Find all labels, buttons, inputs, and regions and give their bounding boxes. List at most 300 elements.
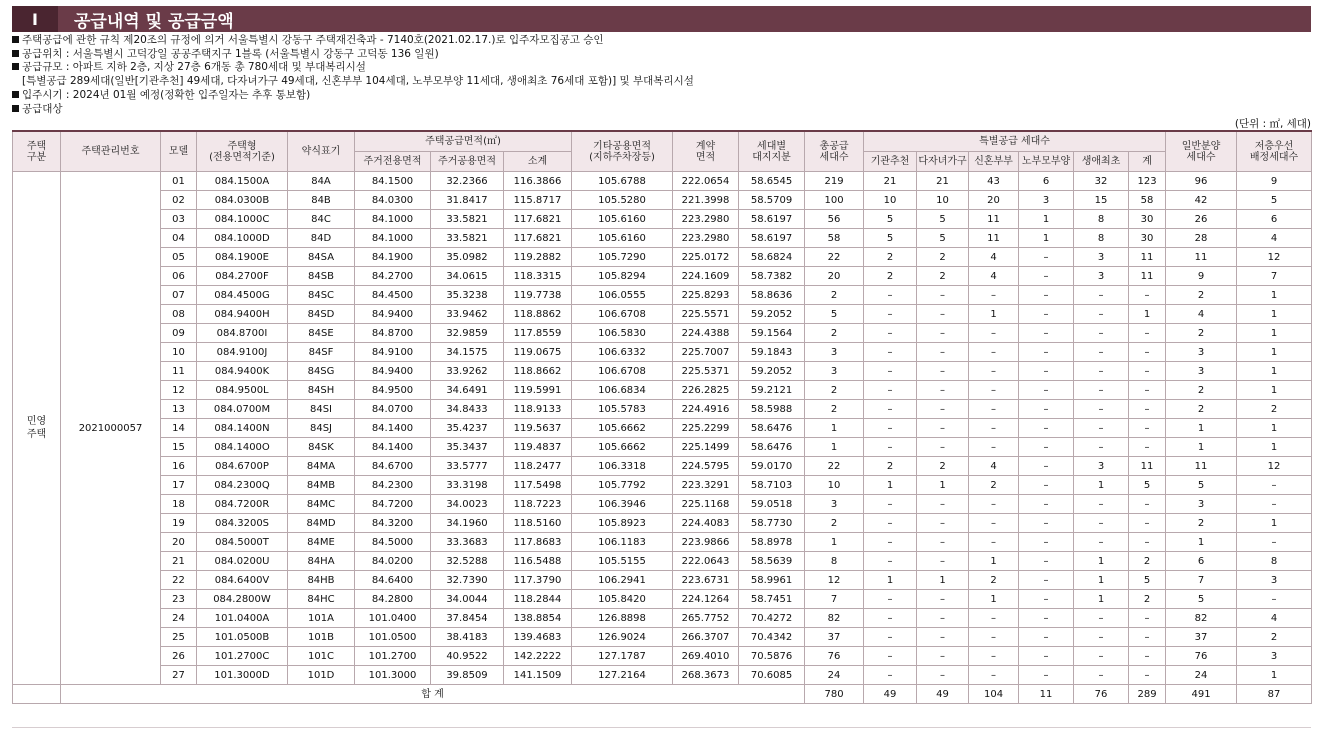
table-cell: – — [1074, 362, 1129, 381]
table-cell: 7 — [1166, 571, 1237, 590]
table-cell: 225.2299 — [673, 419, 739, 438]
table-cell: – — [864, 305, 917, 324]
table-cell: 105.6662 — [572, 438, 673, 457]
table-cell: 16 — [161, 457, 197, 476]
table-cell: 4 — [1237, 229, 1312, 248]
header-mgmt-no: 주택관리번호 — [61, 131, 161, 172]
table-cell: 32.2366 — [431, 172, 504, 191]
table-cell: 224.4083 — [673, 514, 739, 533]
table-cell: 119.2882 — [504, 248, 572, 267]
square-bullet-icon — [12, 105, 19, 112]
table-cell: 1 — [1237, 666, 1312, 685]
table-cell: 24 — [805, 666, 864, 685]
table-cell: 118.8662 — [504, 362, 572, 381]
table-cell: 59.0170 — [739, 457, 805, 476]
table-cell: 3 — [1166, 343, 1237, 362]
table-cell: 106.3318 — [572, 457, 673, 476]
table-cell: 84SG — [288, 362, 355, 381]
table-cell: 56 — [805, 210, 864, 229]
table-cell: 8 — [1074, 210, 1129, 229]
table-cell: 105.6160 — [572, 210, 673, 229]
table-cell: 58.8636 — [739, 286, 805, 305]
table-cell: 11 — [969, 210, 1019, 229]
square-bullet-icon — [12, 36, 19, 43]
table-row — [13, 343, 1312, 362]
table-cell: 15 — [1074, 191, 1129, 210]
table-cell: 084.1400N — [197, 419, 288, 438]
table-cell: 4 — [969, 267, 1019, 286]
table-cell: 84HC — [288, 590, 355, 609]
table-cell: – — [1019, 476, 1074, 495]
total-cell: 780 — [805, 685, 864, 704]
table-cell: 1 — [1237, 419, 1312, 438]
table-cell: 101A — [288, 609, 355, 628]
table-cell: 106.6834 — [572, 381, 673, 400]
table-cell: 82 — [1166, 609, 1237, 628]
table-cell: 2 — [969, 476, 1019, 495]
table-cell: 28 — [1166, 229, 1237, 248]
table-cell: 33.5777 — [431, 457, 504, 476]
table-cell: – — [1237, 476, 1312, 495]
table-cell: 09 — [161, 324, 197, 343]
table-cell: – — [864, 590, 917, 609]
table-cell: – — [1019, 400, 1074, 419]
table-row — [13, 476, 1312, 495]
table-cell: 1 — [864, 476, 917, 495]
table-cell: 11 — [1129, 248, 1166, 267]
table-cell: 101B — [288, 628, 355, 647]
table-row — [13, 172, 1312, 191]
table-cell: 084.9100J — [197, 343, 288, 362]
table-cell: 22 — [161, 571, 197, 590]
table-cell: – — [969, 533, 1019, 552]
table-cell: – — [969, 628, 1019, 647]
table-cell: 7 — [1237, 267, 1312, 286]
total-label: 합 계 — [61, 685, 805, 704]
table-cell: 1 — [1237, 381, 1312, 400]
header-model: 모델 — [161, 131, 197, 172]
table-cell: – — [1019, 343, 1074, 362]
table-cell: 142.2222 — [504, 647, 572, 666]
table-cell: 84.1900 — [355, 248, 431, 267]
table-cell: 9 — [1237, 172, 1312, 191]
table-cell: 59.1564 — [739, 324, 805, 343]
table-cell: 1 — [1237, 438, 1312, 457]
table-cell: 84.9400 — [355, 305, 431, 324]
table-cell: 225.5571 — [673, 305, 739, 324]
table-cell: 084.1000D — [197, 229, 288, 248]
table-row — [13, 552, 1312, 571]
table-cell: 32.7390 — [431, 571, 504, 590]
table-cell: 106.2941 — [572, 571, 673, 590]
table-cell: 12 — [1237, 457, 1312, 476]
table-cell: 58.7103 — [739, 476, 805, 495]
table-cell: 5 — [917, 210, 969, 229]
table-cell: 1 — [805, 438, 864, 457]
table-cell: 105.5783 — [572, 400, 673, 419]
table-cell: 34.6491 — [431, 381, 504, 400]
table-cell: 225.1499 — [673, 438, 739, 457]
table-cell: – — [1019, 305, 1074, 324]
table-cell: 101D — [288, 666, 355, 685]
supply-table — [12, 130, 1312, 704]
table-cell: 101.0500B — [197, 628, 288, 647]
table-cell: 106.3946 — [572, 495, 673, 514]
table-cell: 219 — [805, 172, 864, 191]
table-cell: 82 — [805, 609, 864, 628]
table-cell: 224.1609 — [673, 267, 739, 286]
table-cell: 224.4916 — [673, 400, 739, 419]
table-cell: – — [864, 419, 917, 438]
table-cell: 58.6476 — [739, 419, 805, 438]
note-location: 공급위치 : 서울특별시 고덕강일 공공주택지구 1블록 (서울특별시 강동구 고덕동 136 일원) — [12, 48, 1312, 62]
table-cell: 119.5637 — [504, 419, 572, 438]
table-cell: 58.5709 — [739, 191, 805, 210]
table-cell: 3 — [1166, 362, 1237, 381]
table-cell: 101.2700 — [355, 647, 431, 666]
table-cell: – — [969, 343, 1019, 362]
table-cell: 84SF — [288, 343, 355, 362]
table-cell: 101.3000 — [355, 666, 431, 685]
table-cell: 84ME — [288, 533, 355, 552]
table-cell: – — [969, 362, 1019, 381]
table-cell: 2 — [805, 381, 864, 400]
table-cell: 222.0643 — [673, 552, 739, 571]
table-cell: 12 — [805, 571, 864, 590]
table-cell: 119.0675 — [504, 343, 572, 362]
table-cell: 2 — [805, 514, 864, 533]
table-cell: 33.5821 — [431, 210, 504, 229]
table-cell: 39.8509 — [431, 666, 504, 685]
table-cell: 70.4272 — [739, 609, 805, 628]
header-sp-first: 생애최초 — [1074, 152, 1129, 172]
table-cell: 70.4342 — [739, 628, 805, 647]
table-cell: – — [1074, 324, 1129, 343]
table-cell: – — [1237, 533, 1312, 552]
table-cell: 84.0700 — [355, 400, 431, 419]
table-cell: 27 — [161, 666, 197, 685]
table-cell: 84.9100 — [355, 343, 431, 362]
table-cell: 84SJ — [288, 419, 355, 438]
table-cell: 5 — [1166, 590, 1237, 609]
table-row — [13, 305, 1312, 324]
table-cell: 105.6662 — [572, 419, 673, 438]
table-cell: 084.1900E — [197, 248, 288, 267]
header-other-common: 기타공용면적 (지하주차장등) — [572, 131, 673, 172]
total-blank-cell — [13, 685, 61, 704]
table-cell: 105.8420 — [572, 590, 673, 609]
table-cell: 084.0200U — [197, 552, 288, 571]
table-cell: – — [1129, 438, 1166, 457]
table-cell: 117.6821 — [504, 229, 572, 248]
table-cell: – — [917, 286, 969, 305]
table-cell: – — [1129, 666, 1166, 685]
table-cell: 1 — [1129, 305, 1166, 324]
table-cell: 34.0044 — [431, 590, 504, 609]
table-cell: 084.2700F — [197, 267, 288, 286]
table-cell: 1 — [805, 419, 864, 438]
table-cell: 5 — [1237, 191, 1312, 210]
table-cell: 2 — [1237, 400, 1312, 419]
table-cell: 84SH — [288, 381, 355, 400]
table-cell: 22 — [805, 457, 864, 476]
table-cell: – — [969, 666, 1019, 685]
table-row — [13, 495, 1312, 514]
table-cell: – — [1019, 647, 1074, 666]
table-cell: 221.3998 — [673, 191, 739, 210]
table-cell: 84MB — [288, 476, 355, 495]
table-cell: 084.1000C — [197, 210, 288, 229]
table-cell: 105.7290 — [572, 248, 673, 267]
table-cell: – — [1074, 514, 1129, 533]
table-cell: 126.8898 — [572, 609, 673, 628]
table-cell: 084.1500A — [197, 172, 288, 191]
table-cell: – — [1019, 666, 1074, 685]
note-approval: 주택공급에 관한 규칙 제20조의 규정에 의거 서울특별시 강동구 주택재건축과 - 7140호(2021.02.17.)로 입주자모집공고 승인 — [12, 34, 1312, 48]
total-row — [13, 685, 1312, 704]
table-cell: 1 — [1237, 343, 1312, 362]
table-cell: 84.7200 — [355, 495, 431, 514]
table-cell: – — [864, 514, 917, 533]
table-cell: 11 — [161, 362, 197, 381]
table-cell: 8 — [1074, 229, 1129, 248]
header-sp-parents: 노부모부양 — [1019, 152, 1074, 172]
header-low-floor: 저층우선 배정세대수 — [1237, 131, 1312, 172]
table-cell: 2 — [1166, 381, 1237, 400]
table-cell: 84MA — [288, 457, 355, 476]
table-cell: 223.9866 — [673, 533, 739, 552]
table-cell: – — [969, 495, 1019, 514]
table-cell: 15 — [161, 438, 197, 457]
table-cell: – — [969, 381, 1019, 400]
table-cell: – — [1019, 381, 1074, 400]
table-cell: 59.2052 — [739, 362, 805, 381]
table-cell: 84SI — [288, 400, 355, 419]
table-cell: 1 — [1019, 229, 1074, 248]
table-cell: 1 — [805, 533, 864, 552]
table-cell: 225.5371 — [673, 362, 739, 381]
table-cell: 10 — [805, 476, 864, 495]
table-cell: 2 — [1237, 628, 1312, 647]
table-cell: – — [917, 438, 969, 457]
table-cell: – — [864, 381, 917, 400]
table-cell: 1 — [1237, 324, 1312, 343]
table-cell: 11 — [1166, 457, 1237, 476]
table-cell: 35.3437 — [431, 438, 504, 457]
table-cell: – — [1129, 381, 1166, 400]
table-cell: 225.7007 — [673, 343, 739, 362]
table-cell: – — [917, 362, 969, 381]
table-row — [13, 457, 1312, 476]
total-cell: 11 — [1019, 685, 1074, 704]
table-cell: 2 — [1166, 324, 1237, 343]
note-special-supply: [특별공급 289세대(일반[기관추천] 49세대, 다자녀가구 49세대, 신혼부부 104세대, 노부모부양 11세대, 생애최초 76세대 포함)] 및 부대복리시설 — [22, 75, 694, 88]
table-cell: 58.6197 — [739, 229, 805, 248]
table-cell: 1 — [1166, 419, 1237, 438]
table-cell: 116.3866 — [504, 172, 572, 191]
table-cell: – — [969, 438, 1019, 457]
table-cell: 40.9522 — [431, 647, 504, 666]
table-cell: 268.3673 — [673, 666, 739, 685]
table-cell: 84.1000 — [355, 229, 431, 248]
table-cell: – — [1019, 267, 1074, 286]
table-cell: 2 — [1129, 590, 1166, 609]
table-cell: – — [969, 286, 1019, 305]
table-cell: – — [1237, 495, 1312, 514]
table-cell: 84.5000 — [355, 533, 431, 552]
total-cell: 49 — [917, 685, 969, 704]
table-cell: – — [1129, 533, 1166, 552]
table-cell: 38.4183 — [431, 628, 504, 647]
table-cell: – — [969, 514, 1019, 533]
table-cell: 34.0615 — [431, 267, 504, 286]
table-cell: 118.7223 — [504, 495, 572, 514]
table-cell: 84.2300 — [355, 476, 431, 495]
table-cell: – — [864, 324, 917, 343]
table-cell: 2 — [1166, 514, 1237, 533]
header-housing-type: 주택형 (전용면적기준) — [197, 131, 288, 172]
table-cell: 84.2700 — [355, 267, 431, 286]
table-cell: – — [917, 590, 969, 609]
table-cell: – — [1237, 590, 1312, 609]
table-cell: 117.3790 — [504, 571, 572, 590]
table-cell: 084.9400K — [197, 362, 288, 381]
table-cell: 105.8923 — [572, 514, 673, 533]
table-cell: – — [1019, 248, 1074, 267]
table-cell: – — [1074, 438, 1129, 457]
table-cell: – — [1129, 324, 1166, 343]
table-cell: 141.1509 — [504, 666, 572, 685]
table-cell: 119.5991 — [504, 381, 572, 400]
table-cell: 123 — [1129, 172, 1166, 191]
table-cell: 2 — [917, 267, 969, 286]
table-cell: – — [864, 628, 917, 647]
header-special-group: 특별공급 세대수 — [864, 131, 1166, 152]
table-cell: – — [969, 609, 1019, 628]
total-cell: 49 — [864, 685, 917, 704]
table-cell: 33.3198 — [431, 476, 504, 495]
table-cell: – — [917, 666, 969, 685]
table-cell: 5 — [1129, 571, 1166, 590]
table-cell: 1 — [969, 552, 1019, 571]
table-cell: 084.9500L — [197, 381, 288, 400]
table-cell: – — [1129, 628, 1166, 647]
table-cell: 59.2121 — [739, 381, 805, 400]
table-cell: 3 — [805, 362, 864, 381]
table-cell: 32.5288 — [431, 552, 504, 571]
table-cell: 2 — [864, 267, 917, 286]
table-cell: 35.3238 — [431, 286, 504, 305]
table-cell: 31.8417 — [431, 191, 504, 210]
table-cell: 84HB — [288, 571, 355, 590]
table-cell: – — [864, 609, 917, 628]
note-scale: 공급규모 : 아파트 지하 2층, 지상 27층 6개동 총 780세대 및 부대복리시설 — [12, 61, 1312, 75]
table-cell: 117.8683 — [504, 533, 572, 552]
section-title: 공급내역 및 공급금액 — [74, 11, 234, 32]
table-cell: 224.5795 — [673, 457, 739, 476]
table-cell: – — [1074, 381, 1129, 400]
total-cell: 491 — [1166, 685, 1237, 704]
header-area-group: 주택공급면적(㎡) — [355, 131, 572, 152]
table-cell: 33.5821 — [431, 229, 504, 248]
table-cell: – — [917, 419, 969, 438]
table-cell: – — [1074, 533, 1129, 552]
table-cell: 1 — [969, 305, 1019, 324]
table-cell: 84SK — [288, 438, 355, 457]
table-cell: – — [969, 647, 1019, 666]
table-cell: 138.8854 — [504, 609, 572, 628]
table-cell: – — [1129, 362, 1166, 381]
table-cell: – — [1074, 419, 1129, 438]
table-cell: – — [1129, 647, 1166, 666]
table-row — [13, 609, 1312, 628]
table-cell: 13 — [161, 400, 197, 419]
table-cell: 223.2980 — [673, 210, 739, 229]
table-cell: – — [917, 400, 969, 419]
table-cell: 101.2700C — [197, 647, 288, 666]
table-cell: 6 — [1237, 210, 1312, 229]
table-cell: – — [1019, 609, 1074, 628]
table-cell: 116.5488 — [504, 552, 572, 571]
table-cell: – — [917, 514, 969, 533]
table-cell: 58 — [1129, 191, 1166, 210]
table-cell: 34.1575 — [431, 343, 504, 362]
table-cell: 118.2844 — [504, 590, 572, 609]
table-cell: 7 — [805, 590, 864, 609]
table-cell: 101C — [288, 647, 355, 666]
mgmt-number-cell: 2021000057 — [61, 172, 161, 685]
table-cell: 2 — [805, 324, 864, 343]
table-cell: 223.3291 — [673, 476, 739, 495]
table-cell: 84.1400 — [355, 438, 431, 457]
table-cell: 84SB — [288, 267, 355, 286]
table-cell: 18 — [161, 495, 197, 514]
table-cell: 12 — [1237, 248, 1312, 267]
table-cell: 58.5639 — [739, 552, 805, 571]
table-cell: 17 — [161, 476, 197, 495]
table-cell: 1 — [1237, 514, 1312, 533]
table-cell: – — [1074, 286, 1129, 305]
table-cell: 118.5160 — [504, 514, 572, 533]
section-number: I — [12, 6, 58, 32]
table-cell: 084.2300Q — [197, 476, 288, 495]
table-cell: – — [1019, 438, 1074, 457]
table-cell: 59.1843 — [739, 343, 805, 362]
table-cell: 24 — [161, 609, 197, 628]
table-row — [13, 571, 1312, 590]
table-cell: 20 — [969, 191, 1019, 210]
square-bullet-icon — [12, 91, 19, 98]
table-cell: 02 — [161, 191, 197, 210]
header-short-label: 약식표기 — [288, 131, 355, 172]
table-cell: 3 — [1019, 191, 1074, 210]
table-cell: 1 — [1074, 476, 1129, 495]
table-cell: 34.8433 — [431, 400, 504, 419]
table-cell: 84.9400 — [355, 362, 431, 381]
table-cell: – — [917, 552, 969, 571]
table-cell: 21 — [917, 172, 969, 191]
table-cell: – — [1074, 495, 1129, 514]
table-cell: – — [1019, 628, 1074, 647]
table-cell: 5 — [1129, 476, 1166, 495]
table-cell: 2 — [805, 286, 864, 305]
table-cell: 14 — [161, 419, 197, 438]
header-area-excl: 주거전용면적 — [355, 152, 431, 172]
table-cell: 127.2164 — [572, 666, 673, 685]
table-cell: – — [1019, 514, 1074, 533]
table-cell: 06 — [161, 267, 197, 286]
total-cell: 104 — [969, 685, 1019, 704]
